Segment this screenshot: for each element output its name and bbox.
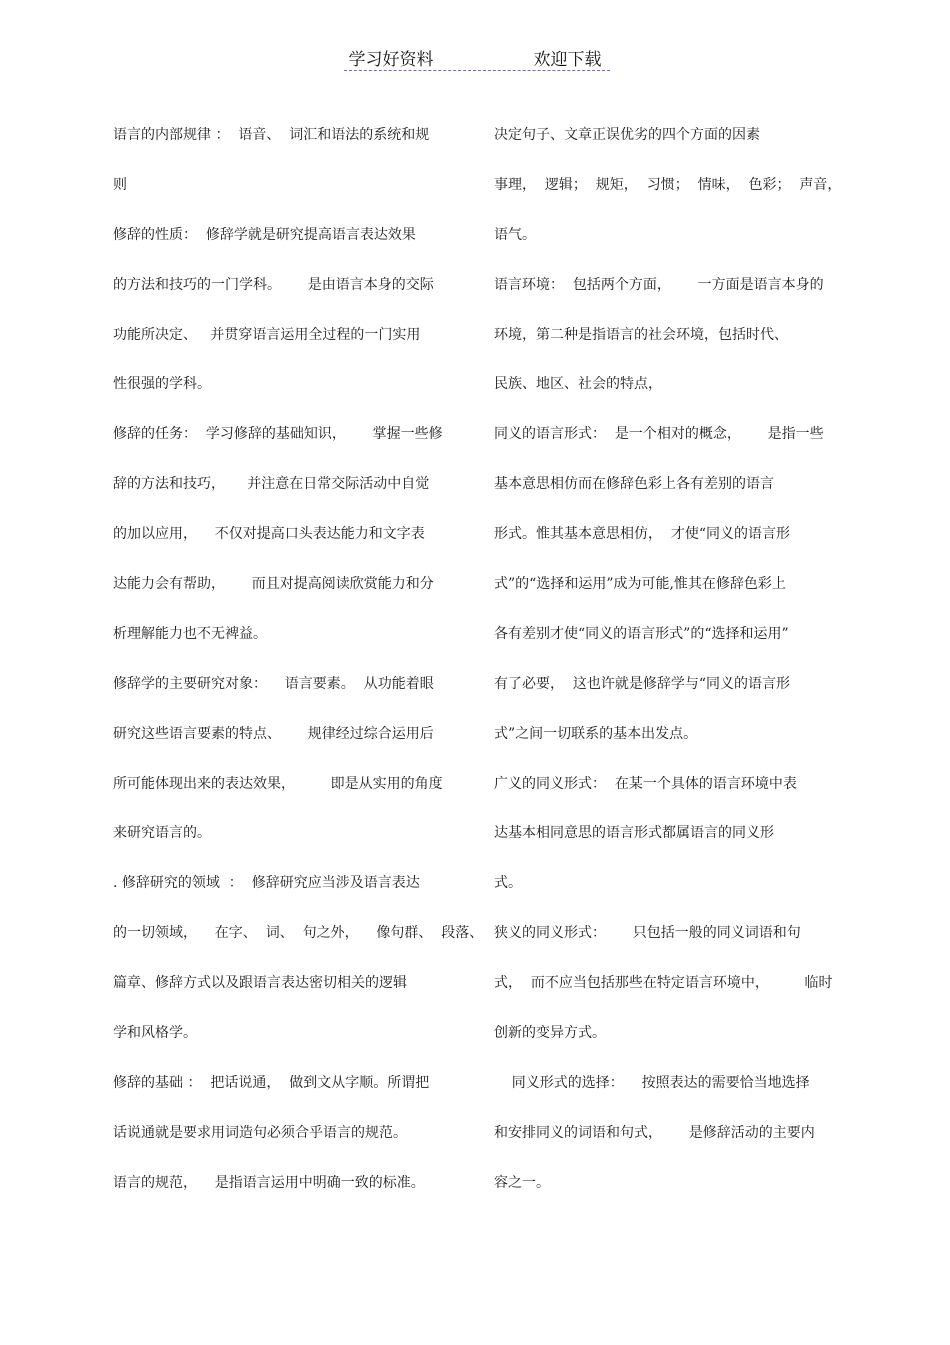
right-column [494,111,844,1209]
text-line: 民族、地区、社会的特点， [494,376,662,393]
text-line: 式， 而不应当包括那些在特定语言环境中， 临时 [494,975,833,992]
text-line: 功能所决定、 并贯穿语言运用全过程的一门实用 [113,326,421,343]
text-line: 决定句子、文章正误优劣的四个方面的因素 [494,127,760,143]
text-line: 语言环境： 包括两个方面， 一方面是语言本身的 [494,276,824,293]
text-line: 同义的语言形式： 是一个相对的概念， 是指一些 [494,426,824,443]
text-line: 研究这些语言要素的特点、 规律经过综合运用后 [113,725,434,742]
header-right-text: 欢迎下载 [533,50,602,70]
text-line: 基本意思相仿而在修辞色彩上各有差别的语言 [494,476,774,493]
text-line: 各有差别才使“同义的语言形式”的“选择和运用” [494,625,789,642]
text-line: 式。 [494,875,522,892]
text-line: 的加以应用， 不仅对提高口头表达能力和文字表 [113,526,425,543]
text-line: 式”之间一切联系的基本出发点。 [494,725,698,742]
text-line: 话说通就是要求用词造句必须合乎语言的规范。 [113,1124,407,1141]
text-line: 来研究语言的。 [113,825,211,842]
left-column [113,111,484,1209]
text-line: 创新的变异方式。 [494,1025,606,1042]
text-line: 语气。 [494,226,536,243]
text-line: 的方法和技巧的一门学科。 是由语言本身的交际 [113,276,434,293]
text-line: 篇章、修辞方式以及跟语言表达密切相关的逻辑 [113,975,407,992]
text-line: 容之一。 [494,1174,550,1191]
text-line: 狭义的同义形式： 只包括一般的同义词语和句 [494,925,801,942]
text-line: 和安排同义的词语和句式， 是修辞活动的主要内 [494,1124,815,1141]
text-line: 环境，第二种是指语言的社会环境，包括时代、 [494,326,788,343]
text-line: 学和风格学。 [113,1025,197,1042]
text-line: 广义的同义形式： 在某一个具体的语言环境中表 [494,775,797,792]
text-line: 性很强的学科。 [113,376,211,393]
text-line: 析理解能力也不无裨益。 [113,625,267,642]
header-left-text: 学习好资料 [348,50,434,70]
text-line: 修辞的任务： 学习修辞的基础知识， 掌握一些修 [113,426,443,443]
header-underline [344,70,610,71]
text-line: 修辞的基础 ： 把话说通， 做到文从字顺。所谓把 [113,1074,430,1091]
text-line: 语言的内部规律 ： 语音、 词汇和语法的系统和规 [113,127,430,143]
text-line: 的一切领域， 在字、 词、 句之外， 像句群、 段落、 [113,925,484,942]
page-header [0,48,950,72]
text-line: 语言的规范， 是指语言运用中明确一致的标准。 [113,1174,425,1191]
text-line: 形式。惟其基本意思相仿， 才使“同义的语言形 [494,526,791,543]
text-line: 同义形式的选择： 按照表达的需要恰当地选择 [494,1074,810,1091]
text-line: 所可能体现出来的表达效果， 即是从实用的角度 [113,775,443,792]
text-line: 修辞学的主要研究对象： 语言要素。 从功能着眼 [113,675,434,692]
text-line: 达基本相同意思的语言形式都属语言的同义形 [494,825,774,842]
text-line: 辞的方法和技巧， 并注意在日常交际活动中自觉 [113,476,430,493]
text-line: 有了必要， 这也许就是修辞学与“同义的语言形 [494,675,791,692]
text-line: 修辞的性质： 修辞学就是研究提高语言表达效果 [113,226,416,243]
text-line: 则 [113,176,127,193]
text-line: 式”的“选择和运用”成为可能,惟其在修辞色彩上 [494,576,786,593]
text-line: 事理， 逻辑； 规矩， 习惯； 情味， 色彩； 声音， [494,176,842,193]
text-line: 达能力会有帮助， 而且对提高阅读欣赏能力和分 [113,576,434,593]
text-line: . 修辞研究的领域 ： 修辞研究应当涉及语言表达 [113,875,420,892]
